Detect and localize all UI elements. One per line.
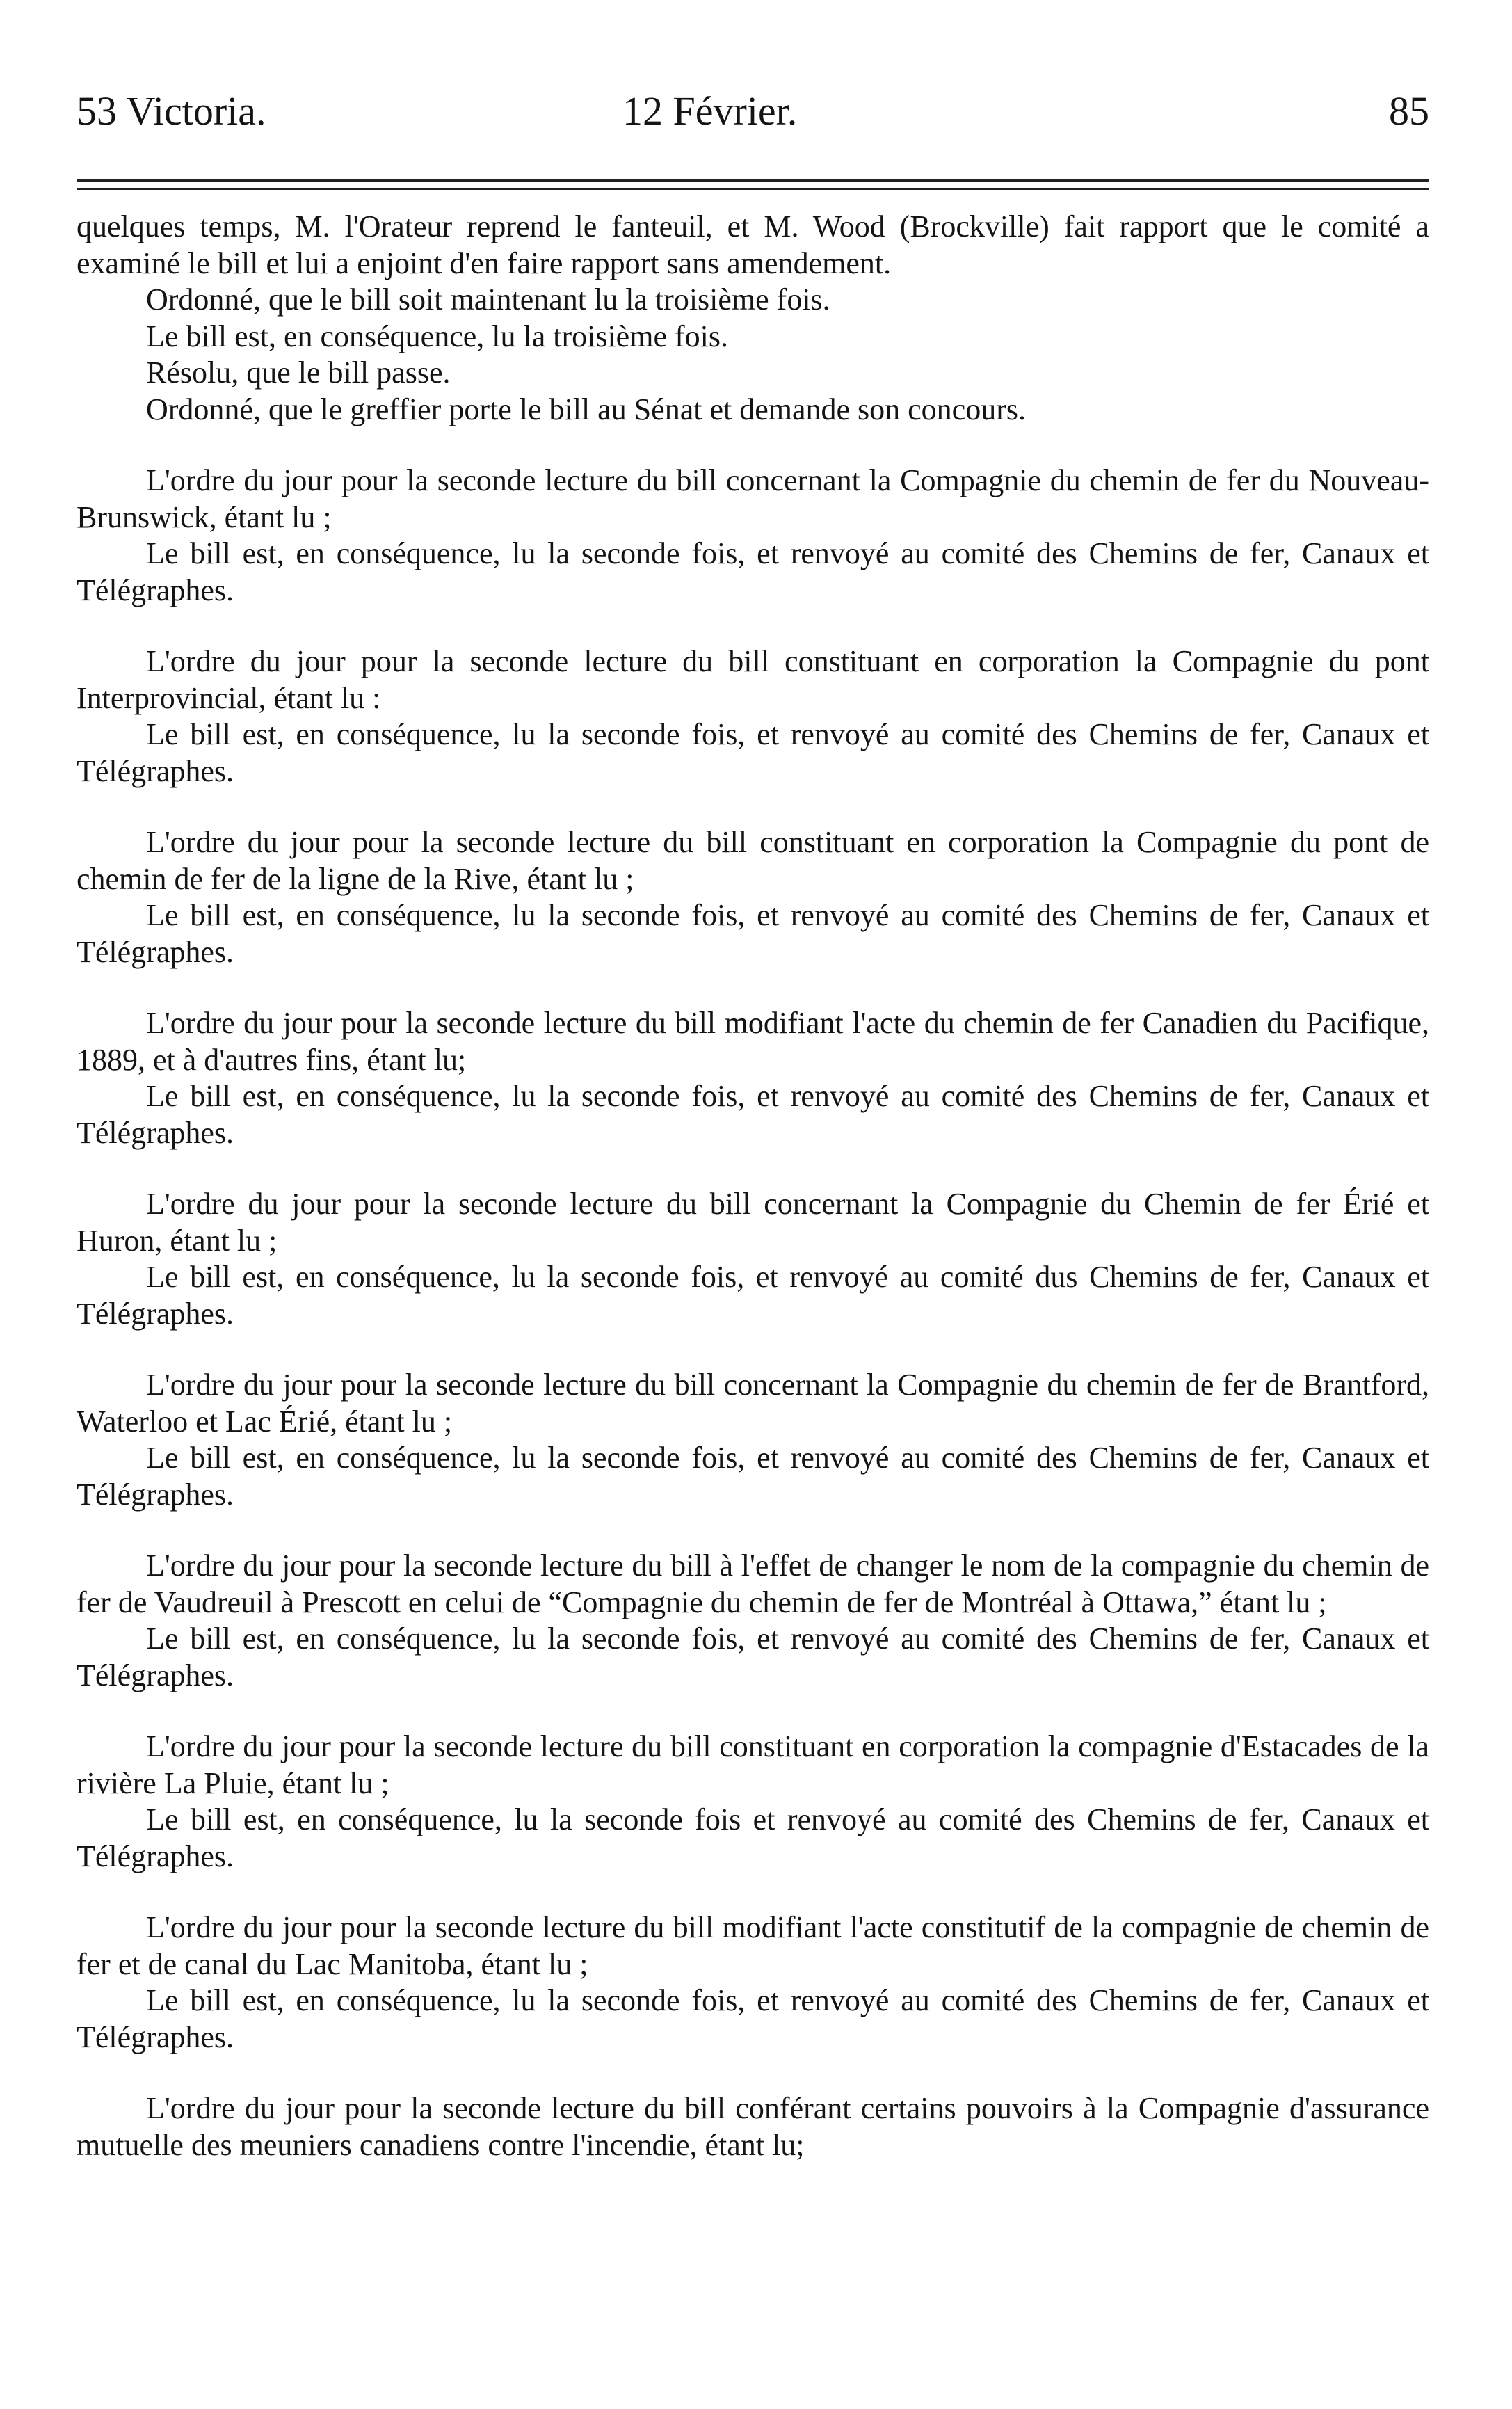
header-date: 12 Février. <box>622 88 798 134</box>
paragraph-referral: Le bill est, en conséquence, lu la seconde fois, et renvoyé au comité des Chemins de fer, Canaux et Télégraphes. <box>77 536 1429 607</box>
paragraph-referral: Le bill est, en conséquence, lu la seconde fois, et renvoyé au comité des Chemins de fer, Canaux et Télégraphes. <box>77 717 1429 788</box>
paragraph-order-of-day: L'ordre du jour pour la seconde lecture du bill conférant certains pouvoirs à la Compagnie d'assurance mutuelle des meuniers canadiens contre l'incendie, étant lu; <box>77 2091 1429 2162</box>
spacer <box>77 790 1429 824</box>
paragraph-resolution: Résolu, que le bill passe. <box>146 355 451 390</box>
paragraph-order-of-day: L'ordre du jour pour la seconde lecture du bill à l'effet de changer le nom de la compagnie du chemin de fer de Vaudreuil à Prescott en celui de “Compagnie du chemin de fer de Montréal à Ottawa,” étant lu ; <box>77 1548 1429 1619</box>
paragraph-order-of-day: L'ordre du jour pour la seconde lecture du bill constituant en corporation la Compagnie du pont de chemin de fer de la ligne de la Rive, étant lu ; <box>77 825 1429 896</box>
paragraph-referral: Le bill est, en conséquence, lu la seconde fois, et renvoyé au comité des Chemins de fer, Canaux et Télégraphes. <box>77 1079 1429 1150</box>
paragraph-referral: Le bill est, en conséquence, lu la seconde fois, et renvoyé au comité des Chemins de fer, Canaux et Télégraphes. <box>77 1622 1429 1692</box>
spacer <box>77 609 1429 643</box>
paragraph-referral: Le bill est, en conséquence, lu la seconde fois, et renvoyé au comité dus Chemins de fer, Canaux et Télégraphes. <box>77 1260 1429 1331</box>
spacer <box>77 1694 1429 1729</box>
paragraph-order-of-day: L'ordre du jour pour la seconde lecture du bill modifiant l'acte constitutif de la compagnie de chemin de fer et de canal du Lac Manitoba, étant lu ; <box>77 1910 1429 1981</box>
paragraph-referral: Le bill est, en conséquence, lu la seconde fois, et renvoyé au comité des Chemins de fer, Canaux et Télégraphes. <box>77 898 1429 969</box>
header-session: 53 Victoria. <box>77 88 266 134</box>
paragraph-order: Ordonné, que le bill soit maintenant lu la troisième fois. <box>146 282 830 317</box>
paragraph-order: Ordonné, que le greffier porte le bill au Sénat et demande son concours. <box>146 392 1026 426</box>
header-rule-bottom <box>77 188 1429 190</box>
paragraph-order-of-day: L'ordre du jour pour la seconde lecture du bill concernant la Compagnie du chemin de fer de Brantford, Waterloo et Lac Érié, étant lu ; <box>77 1368 1429 1439</box>
document-page <box>77 83 1429 2162</box>
header-rule-top <box>77 179 1429 182</box>
paragraph-order-of-day: L'ordre du jour pour la seconde lecture du bill concernant la Compagnie du Chemin de fer Érié et Huron, étant lu ; <box>77 1187 1429 1258</box>
paragraph-order-of-day: L'ordre du jour pour la seconde lecture du bill constituant en corporation la Compagnie du pont Interprovincial, étant lu : <box>77 644 1429 715</box>
spacer <box>77 1875 1429 1910</box>
paragraph-order-of-day: L'ordre du jour pour la seconde lecture du bill constituant en corporation la compagnie d'Estacades de la rivière La Pluie, étant lu ; <box>77 1729 1429 1800</box>
paragraph-referral: Le bill est, en conséquence, lu la seconde fois, et renvoyé au comité des Chemins de fer, Canaux et Télégraphes. <box>77 1441 1429 1512</box>
page-number: 85 <box>1389 88 1429 134</box>
spacer <box>77 428 1429 463</box>
paragraph-referral: Le bill est, en conséquence, lu la seconde fois, et renvoyé au comité des Chemins de fer, Canaux et Télégraphes. <box>77 1983 1429 2054</box>
spacer <box>77 1513 1429 1548</box>
spacer <box>77 1332 1429 1367</box>
paragraph-continuation: quelques temps, M. l'Orateur reprend le fanteuil, et M. Wood (Brockville) fait rapport que le comité a examiné le bill et lui a enjoint d'en faire rapport sans amendement. <box>77 209 1429 280</box>
paragraph-order: Le bill est, en conséquence, lu la troisième fois. <box>146 319 728 353</box>
running-header <box>77 83 1429 146</box>
paragraph-referral: Le bill est, en conséquence, lu la seconde fois et renvoyé au comité des Chemins de fer, Canaux et Télégraphes. <box>77 1802 1429 1873</box>
paragraph-order-of-day: L'ordre du jour pour la seconde lecture du bill concernant la Compagnie du chemin de fer du Nouveau-Brunswick, étant lu ; <box>77 463 1429 534</box>
page-body <box>77 209 1429 2163</box>
paragraph-order-of-day: L'ordre du jour pour la seconde lecture du bill modifiant l'acte du chemin de fer Canadien du Pacifique, 1889, et à d'autres fins, étant lu; <box>77 1006 1429 1077</box>
spacer <box>77 1151 1429 1186</box>
spacer <box>77 2056 1429 2090</box>
spacer <box>77 970 1429 1005</box>
